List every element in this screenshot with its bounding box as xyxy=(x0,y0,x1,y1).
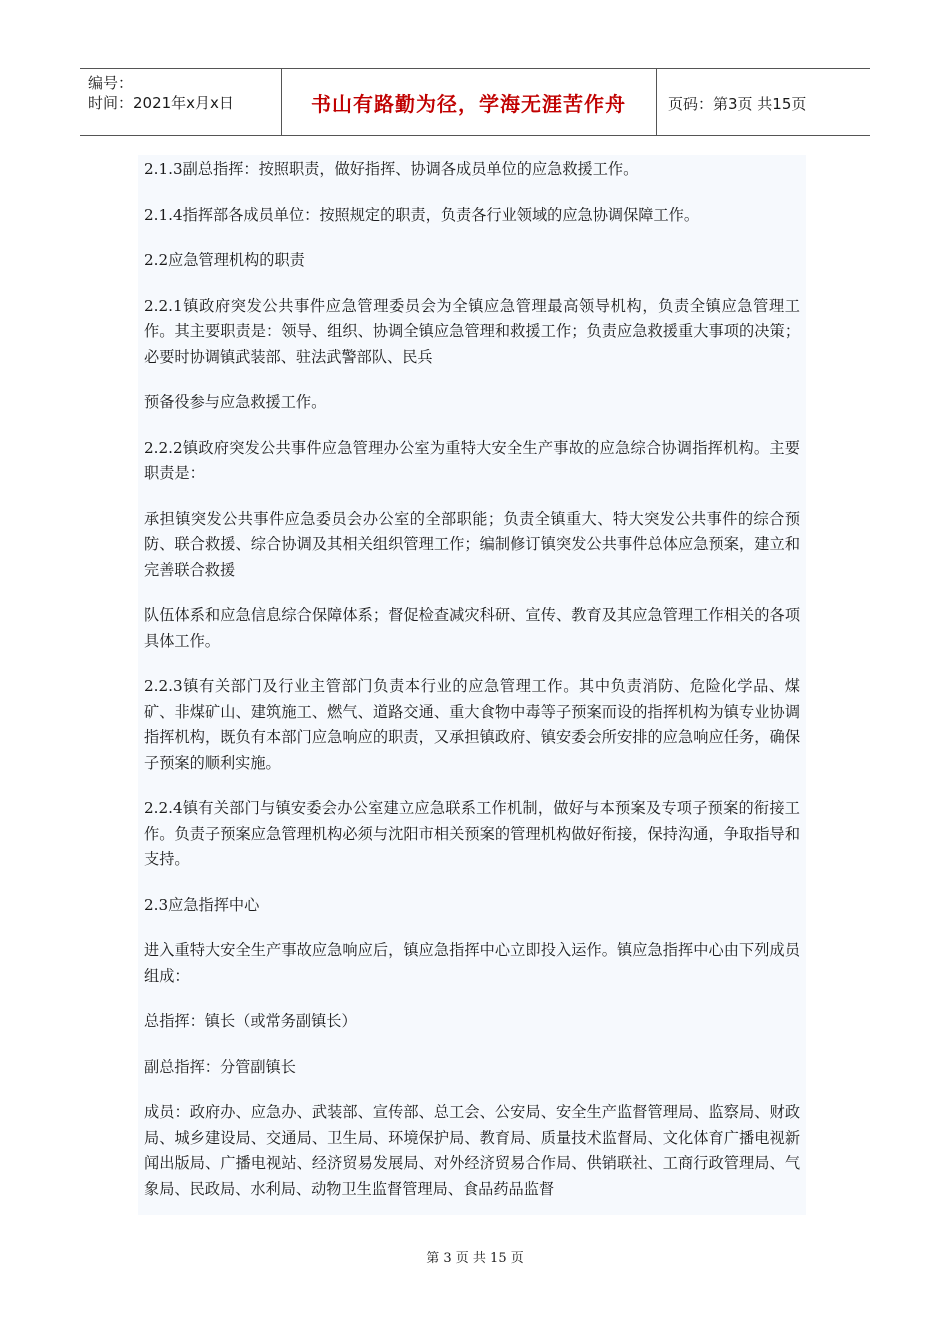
paragraph: 成员：政府办、应急办、武装部、宣传部、总工会、公安局、安全生产监督管理局、监察局、财政局、城乡建设局、交通局、卫生局、环境保护局、教育局、质量技术监督局、文化体育广播电视新闻出版局、广播电视站、经济贸易发展局、对外经济贸易合作局、供销联社、工商行政管理局、气象局、民政局、水利局、动物卫生监督管理局、食品药品监督 xyxy=(144,1103,800,1198)
document-body xyxy=(138,155,806,1215)
page-footer: 第 3 页 共 15 页 xyxy=(426,1251,524,1266)
paragraph: 副总指挥：分管副镇长 xyxy=(144,1057,296,1076)
paragraph: 2.1.4指挥部各成员单位：按照规定的职责，负责各行业领域的应急协调保障工作。 xyxy=(144,205,700,224)
header-divider xyxy=(656,69,657,135)
page-header xyxy=(80,68,870,136)
section-heading: 2.3应急指挥中心 xyxy=(144,895,260,914)
paragraph: 进入重特大安全生产事故应急响应后，镇应急指挥中心立即投入运作。镇应急指挥中心由下列成员组成： xyxy=(144,941,800,985)
paragraph: 承担镇突发公共事件应急委员会办公室的全部职能；负责全镇重大、特大突发公共事件的综合预防、联合救援、综合协调及其相关组织管理工作；编制修订镇突发公共事件总体应急预案，建立和完善联合救援 xyxy=(144,509,800,579)
header-motto: 书山有路勤为径，学海无涯苦作舟 xyxy=(311,91,626,116)
time-label: 时间：2021年x月x日 xyxy=(88,94,234,112)
header-page-number: 页码：第3页 共15页 xyxy=(668,95,807,113)
paragraph: 预备役参与应急救援工作。 xyxy=(144,393,327,411)
section-heading: 2.2应急管理机构的职责 xyxy=(144,251,305,269)
paragraph: 总指挥：镇长（或常务副镇长） xyxy=(144,1012,357,1030)
paragraph: 2.2.2镇政府突发公共事件应急管理办公室为重特大安全生产事故的应急综合协调指挥机构。主要职责是： xyxy=(144,438,800,482)
number-label: 编号： xyxy=(88,74,134,92)
paragraph: 队伍体系和应急信息综合保障体系；督促检查减灾科研、宣传、教育及其应急管理工作相关的各项具体工作。 xyxy=(144,606,800,650)
paragraph: 2.2.3镇有关部门及行业主管部门负责本行业的应急管理工作。其中负责消防、危险化学品、煤矿、非煤矿山、建筑施工、燃气、道路交通、重大食物中毒等子预案而设的指挥机构为镇专业协调指挥机构，既负有本部门应急响应的职责，又承担镇政府、镇安委会所安排的应急响应任务，确保子预案的顺利实施。 xyxy=(144,677,800,772)
paragraph: 2.2.1镇政府突发公共事件应急管理委员会为全镇应急管理最高领导机构，负责全镇应急管理工作。其主要职责是：领导、组织、协调全镇应急管理和救援工作；负责应急救援重大事项的决策；必要时协调镇武装部、驻法武警部队、民兵 xyxy=(144,296,800,366)
header-meta xyxy=(88,73,278,113)
paragraph: 2.2.4镇有关部门与镇安委会办公室建立应急联系工作机制，做好与本预案及专项子预案的衔接工作。负责子预案应急管理机构必须与沈阳市相关预案的管理机构做好衔接，保持沟通，争取指导和支持。 xyxy=(144,799,800,868)
paragraph: 2.1.3副总指挥：按照职责，做好指挥、协调各成员单位的应急救援工作。 xyxy=(144,160,639,178)
